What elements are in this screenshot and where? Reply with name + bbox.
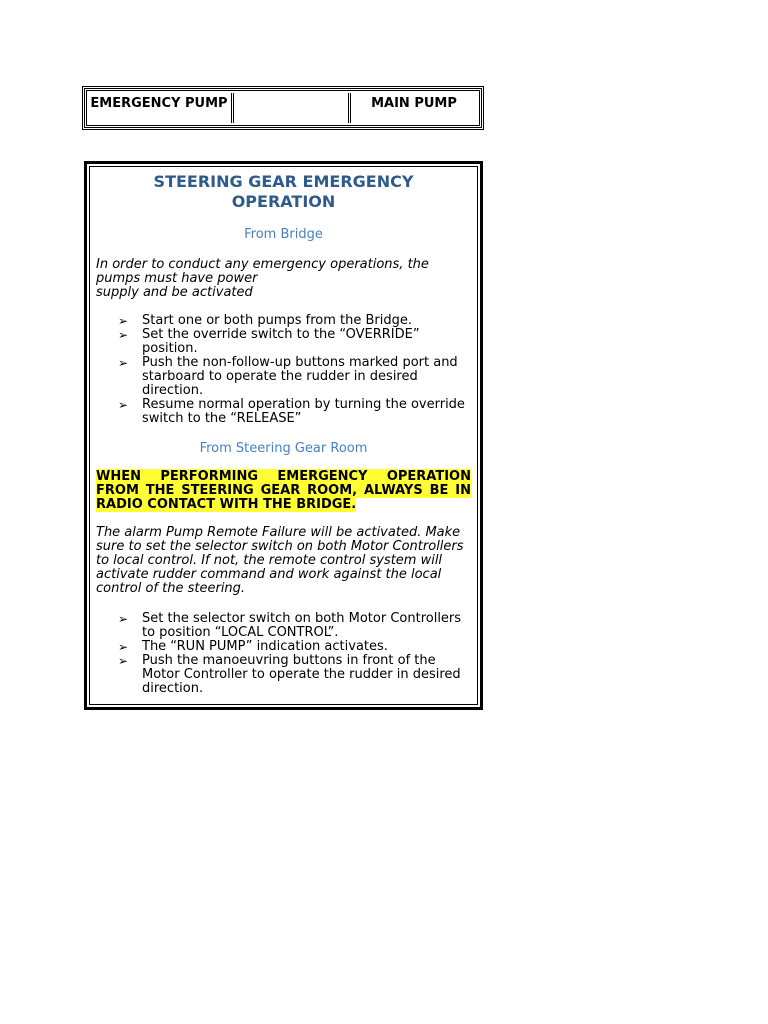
bridge-steps-list (118, 314, 471, 426)
bridge-intro-line-2: supply and be activated (96, 285, 253, 300)
list-item: ➢ Set the override switch to the “OVERRIDE” position. (118, 328, 471, 356)
instruction-box (84, 161, 483, 710)
bridge-intro-line-1: In order to conduct any emergency operations, the pumps must have power (96, 257, 429, 286)
pump-header-table (84, 88, 482, 128)
from-bridge-heading: From Bridge (244, 227, 323, 242)
box-title: STEERING GEAR EMERGENCY OPERATION (153, 172, 414, 211)
emergency-pump-cell (89, 93, 229, 123)
warning-text (96, 470, 471, 512)
room-intro: The alarm Pump Remote Failure will be activated. Make sure to set the selector switch on both Motor Controllers to local control. If not, the remote control system will activate rudder command and work against the local control of the steering. (96, 525, 464, 596)
bridge-intro (96, 258, 476, 300)
list-item: ➢ The “RUN PUMP” indication activates. (118, 640, 471, 654)
main-pump-label: MAIN PUMP (371, 96, 457, 111)
list-item: ➢ Set the selector switch on both Motor Controllers to position “LOCAL CONTROL”. (118, 612, 471, 640)
room-steps-list (118, 612, 471, 696)
from-room-heading: From Steering Gear Room (199, 441, 368, 456)
list-item: ➢ Push the non-follow-up buttons marked port and starboard to operate the rudder in desired direction. (118, 356, 471, 398)
instruction-box-inner (89, 166, 478, 705)
list-item: ➢ Resume normal operation by turning the override switch to the “RELEASE” (118, 398, 471, 426)
warning-highlight: WHEN PERFORMING EMERGENCY OPERATION FROM THE STEERING GEAR ROOM, ALWAYS BE IN RADIO CONTACT WITH THE BRIDGE. (96, 469, 471, 512)
list-item: ➢ Push the manoeuvring buttons in front of the Motor Controller to operate the rudder in desired direction. (118, 654, 471, 696)
middle-cell (231, 93, 351, 123)
main-pump-cell (349, 93, 479, 123)
emergency-pump-label: EMERGENCY PUMP (90, 96, 228, 111)
list-item: ➢ Start one or both pumps from the Bridge. (118, 314, 471, 328)
